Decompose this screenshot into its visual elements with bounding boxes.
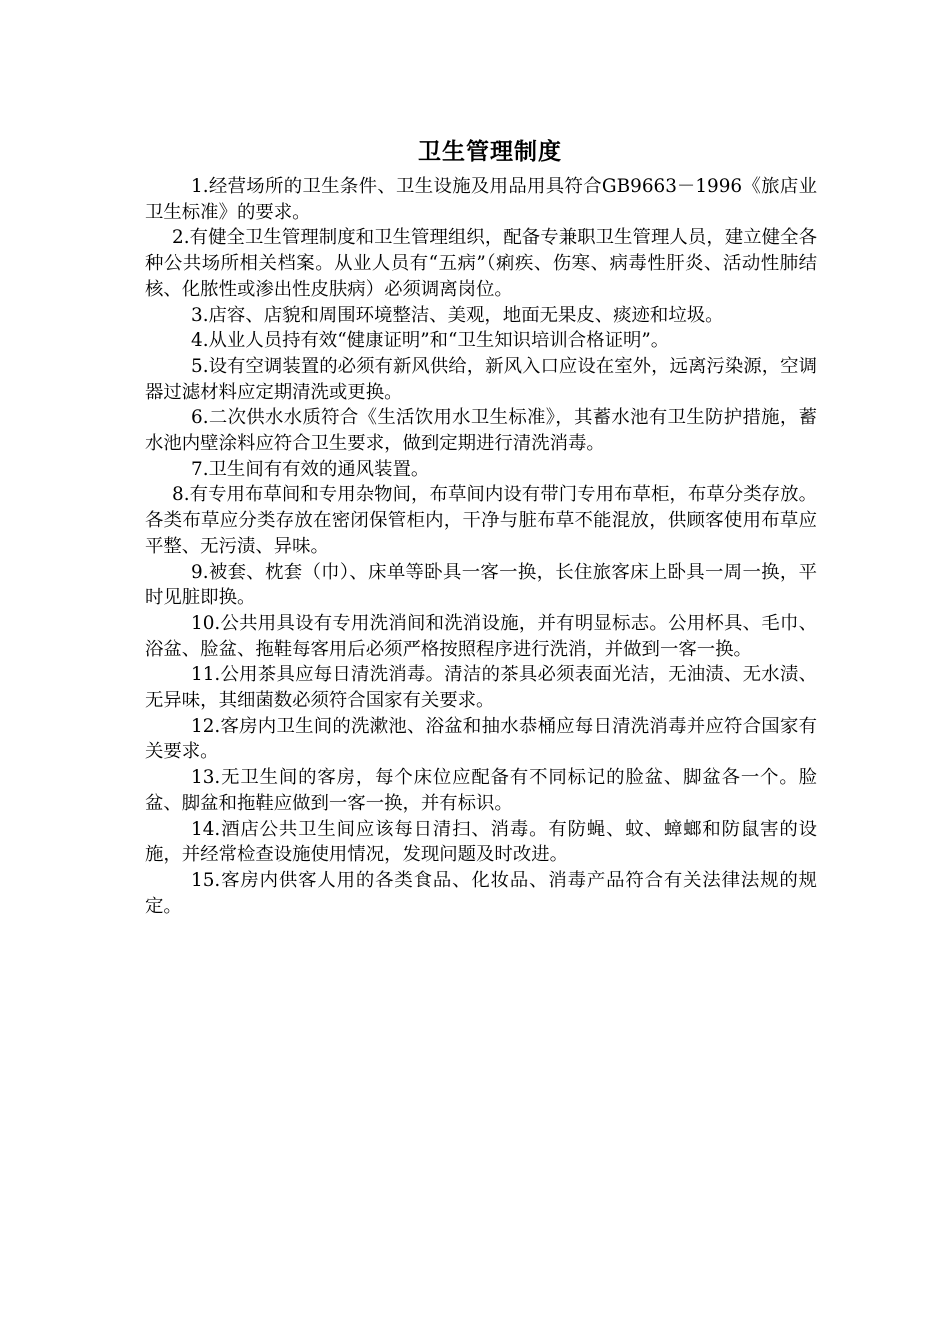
paragraph-8: 8.有专用布草间和专用杂物间，布草间内设有带门专用布草柜，布草分类存放。各类布草应分类存放在密闭保管柜内，干净与脏布草不能混放，供顾客使用布草应平整、无污渍、异味。 [145, 484, 817, 557]
paragraph-11: 11.公用茶具应每日清洗消毒。清洁的茶具必须表面光洁，无油渍、无水渍、无异味，其细菌数必须符合国家有关要求。 [145, 664, 817, 712]
paragraph-5: 5.设有空调装置的必须有新风供给，新风入口应设在室外，远离污染源，空调器过滤材料应定期清洗或更换。 [145, 355, 817, 403]
document-body [145, 174, 817, 919]
paragraph-15: 15.客房内供客人用的各类食品、化妆品、消毒产品符合有关法律法规的规定。 [145, 869, 817, 917]
paragraph-3: 3.店容、店貌和周围环境整洁、美观，地面无果皮、痰迹和垃圾。 [191, 304, 724, 326]
document-title: 卫生管理制度 [418, 139, 562, 165]
paragraph-13: 13.无卫生间的客房，每个床位应配备有不同标记的脸盆、脚盆各一个。脸盆、脚盆和拖鞋应做到一客一换，并有标识。 [145, 767, 817, 814]
paragraph-4: 4.从业人员持有效“健康证明”和“卫生知识培训合格证明”。 [191, 330, 670, 352]
paragraph-6: 6.二次供水水质符合《生活饮用水卫生标准》，其蓄水池有卫生防护措施，蓄水池内壁涂料应符合卫生要求，做到定期进行清洗消毒。 [145, 407, 817, 455]
paragraph-7: 7.卫生间有有效的通风装置。 [191, 458, 430, 480]
paragraph-12: 12.客房内卫生间的洗漱池、浴盆和抽水恭桶应每日清洗消毒并应符合国家有关要求。 [145, 715, 817, 763]
paragraph-1: 1.经营场所的卫生条件、卫生设施及用品用具符合GB9663－1996《旅店业卫生标准》的要求。 [145, 176, 817, 223]
paragraph-9: 9.被套、枕套（巾）、床单等卧具一客一换，长住旅客床上卧具一周一换，平时见脏即换。 [145, 561, 817, 609]
paragraph-14: 14.酒店公共卫生间应该每日清扫、消毒。有防蝇、蚊、蟑螂和防鼠害的设施，并经常检查设施使用情况，发现问题及时改进。 [145, 818, 817, 866]
paragraph-2: 2.有健全卫生管理制度和卫生管理组织，配备专兼职卫生管理人员，建立健全各种公共场所相关档案。从业人员有“五病”（痢疾、伤寒、病毒性肝炎、活动性肺结核、化脓性或渗出性皮肤病）必须调离岗位。 [145, 227, 817, 300]
paragraph-10: 10.公共用具设有专用洗消间和洗消设施，并有明显标志。公用杯具、毛巾、浴盆、脸盆、拖鞋每客用后必须严格按照程序进行洗消，并做到一客一换。 [145, 612, 817, 660]
